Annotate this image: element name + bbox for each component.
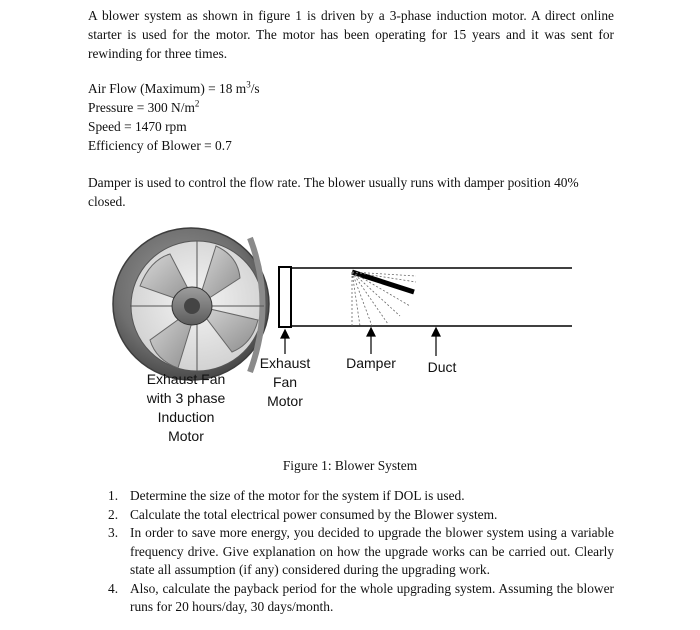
label-arrows bbox=[281, 328, 440, 356]
blower-system-figure bbox=[0, 220, 700, 460]
figure-caption: Figure 1: Blower System bbox=[282, 458, 418, 473]
exhaust-fan-illustration bbox=[113, 228, 269, 380]
spec-speed: Speed = 1470 rpm bbox=[88, 119, 187, 134]
specifications bbox=[88, 79, 260, 155]
intro-paragraph: A blower system as shown in figure 1 is driven by a 3-phase induction motor. A direct online starter is used for the motor. The motor has been operating for 15 years and it was sent for rewinding for three times. bbox=[88, 8, 614, 61]
spec-efficiency: Efficiency of Blower = 0.7 bbox=[88, 138, 232, 153]
duct-schematic bbox=[291, 268, 572, 326]
question-list bbox=[108, 487, 614, 617]
damper-schematic bbox=[352, 272, 416, 326]
schematic-fan-box bbox=[279, 267, 291, 327]
question-2: 2. Calculate the total electrical power consumed by the Blower system. bbox=[108, 506, 498, 522]
spec-air-flow: Air Flow (Maximum) = 18 $m^3/s$ bbox=[88, 79, 260, 96]
question-4: 4. Also, calculate the payback period for the whole upgrading system. Assuming the blower runs for 20 hours/day, 30 days/month. bbox=[108, 580, 614, 614]
blower-diagram bbox=[0, 220, 700, 460]
label-exhaust-fan-with-motor: Exhaust Fan with 3 phase Induction Motor bbox=[146, 371, 226, 444]
label-exhaust-fan-motor: Exhaust Fan Motor bbox=[259, 355, 311, 409]
damper-paragraph: Damper is used to control the flow rate. The blower usually runs with damper position 40% closed. bbox=[88, 175, 579, 209]
question-1: 1. Determine the size of the motor for the system if DOL is used. bbox=[108, 488, 465, 503]
label-duct: Duct bbox=[427, 359, 457, 375]
question-3: 3. In order to save more energy, you decided to upgrade the blower system using a variable frequency drive. Give explanation on how the upgrade works can be carried out. Clearly state all assumption (if any) considered during the upgrading work. bbox=[108, 525, 614, 577]
spec-pressure: Pressure = 300 $N/m^2$ bbox=[88, 98, 200, 115]
label-damper: Damper bbox=[346, 355, 396, 371]
